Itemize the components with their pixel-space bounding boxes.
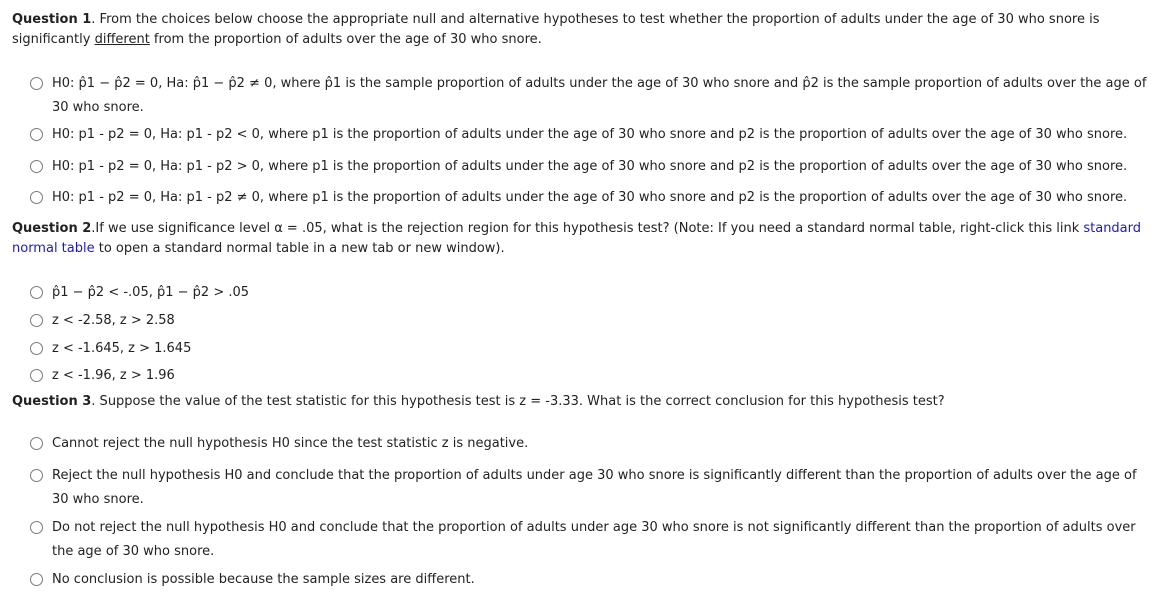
q3-option-1[interactable] xyxy=(30,436,528,451)
q3-option-4-radio[interactable] xyxy=(30,573,43,586)
q1-option-3[interactable] xyxy=(30,159,1127,174)
q2-option-4-radio[interactable] xyxy=(30,369,43,382)
question-2-label: Question 2 xyxy=(12,221,92,236)
question-3-label: Question 3 xyxy=(12,394,92,409)
q3-option-1-radio[interactable] xyxy=(30,437,43,450)
q1-option-2-radio[interactable] xyxy=(30,128,43,141)
q3-option-2-text: Reject the null hypothesis H0 and conclude that the proportion of adults under age 30 who snore is significantly different than the proportion of adults over the age of 30 who snore. xyxy=(52,468,1137,507)
q2-option-1-text: p̂1 − p̂2 < -.05, p̂1 − p̂2 > .05 xyxy=(52,285,250,300)
q2-option-3-text: z < -1.645, z > 1.645 xyxy=(52,341,192,356)
q1-option-3-radio[interactable] xyxy=(30,160,43,173)
question-3 xyxy=(12,392,1162,412)
question-1-text: . From the choices below choose the appropriate null and alternative hypotheses to test whether the proportion of adults under the age of 30 who snore is significantly xyxy=(12,12,1100,47)
q3-option-1-text: Cannot reject the null hypothesis H0 since the test statistic z is negative. xyxy=(52,436,529,451)
q2-option-4-text: z < -1.96, z > 1.96 xyxy=(52,368,175,383)
question-1-emphasis: different xyxy=(94,32,150,47)
question-1 xyxy=(12,10,1152,50)
q2-option-2-text: z < -2.58, z > 2.58 xyxy=(52,313,175,328)
question-3-text: . Suppose the value of the test statistic for this hypothesis test is z = -3.33. What is the correct conclusion for this hypothesis test? xyxy=(91,394,945,409)
q3-option-2[interactable] xyxy=(30,468,1147,512)
q1-option-4[interactable] xyxy=(30,190,1127,205)
q1-option-3-text: H0: p1 - p2 = 0, Ha: p1 - p2 > 0, where p1 is the proportion of adults under the age of 30 who snore and p2 is the proportion of adults over the age of 30 who snore. xyxy=(52,159,1128,174)
q3-option-2-radio[interactable] xyxy=(30,469,43,482)
q2-option-2-radio[interactable] xyxy=(30,314,43,327)
standard-normal-table-link[interactable]: standard normal table xyxy=(12,221,1142,256)
q3-option-4-text: No conclusion is possible because the sample sizes are different. xyxy=(52,572,475,587)
q1-option-1-text: H0: p̂1 − p̂2 = 0, Ha: p̂1 − p̂2 ≠ 0, where p̂1 is the sample proportion of adults under the age of 30 who snore and p̂2 is the sample proportion of adults over the age of 30 who snore. xyxy=(52,76,1147,115)
q1-option-2[interactable] xyxy=(30,127,1127,142)
q3-option-3-radio[interactable] xyxy=(30,521,43,534)
q1-option-1[interactable] xyxy=(30,76,1147,120)
q2-option-1[interactable] xyxy=(30,285,249,300)
q1-option-2-text: H0: p1 - p2 = 0, Ha: p1 - p2 < 0, where p1 is the proportion of adults under the age of 30 who snore and p2 is the proportion of adults over the age of 30 who snore. xyxy=(52,127,1128,142)
q1-option-1-radio[interactable] xyxy=(30,77,43,90)
q2-option-1-radio[interactable] xyxy=(30,286,43,299)
question-1-text-end: from the proportion of adults over the age of 30 who snore. xyxy=(149,32,542,47)
question-2 xyxy=(12,219,1162,259)
question-2-text: .If we use significance level α = .05, what is the rejection region for this hypothesis test? (Note: If you need a standard normal table, right-click this link xyxy=(91,221,1084,236)
question-1-label: Question 1 xyxy=(12,12,92,27)
q3-option-3[interactable] xyxy=(30,520,1147,564)
q2-option-2[interactable] xyxy=(30,313,175,328)
q1-option-4-text: H0: p1 - p2 = 0, Ha: p1 - p2 ≠ 0, where p1 is the proportion of adults under the age of 30 who snore and p2 is the proportion of adults over the age of 30 who snore. xyxy=(52,190,1128,205)
q3-option-4[interactable] xyxy=(30,572,475,587)
q2-option-3[interactable] xyxy=(30,341,191,356)
q1-option-4-radio[interactable] xyxy=(30,191,43,204)
q2-option-3-radio[interactable] xyxy=(30,342,43,355)
q3-option-3-text: Do not reject the null hypothesis H0 and conclude that the proportion of adults under age 30 who snore is not significantly different than the proportion of adults over the age of 30 who snore. xyxy=(52,520,1136,559)
question-2-text-end: to open a standard normal table in a new tab or new window). xyxy=(94,241,505,256)
q2-option-4[interactable] xyxy=(30,368,175,383)
